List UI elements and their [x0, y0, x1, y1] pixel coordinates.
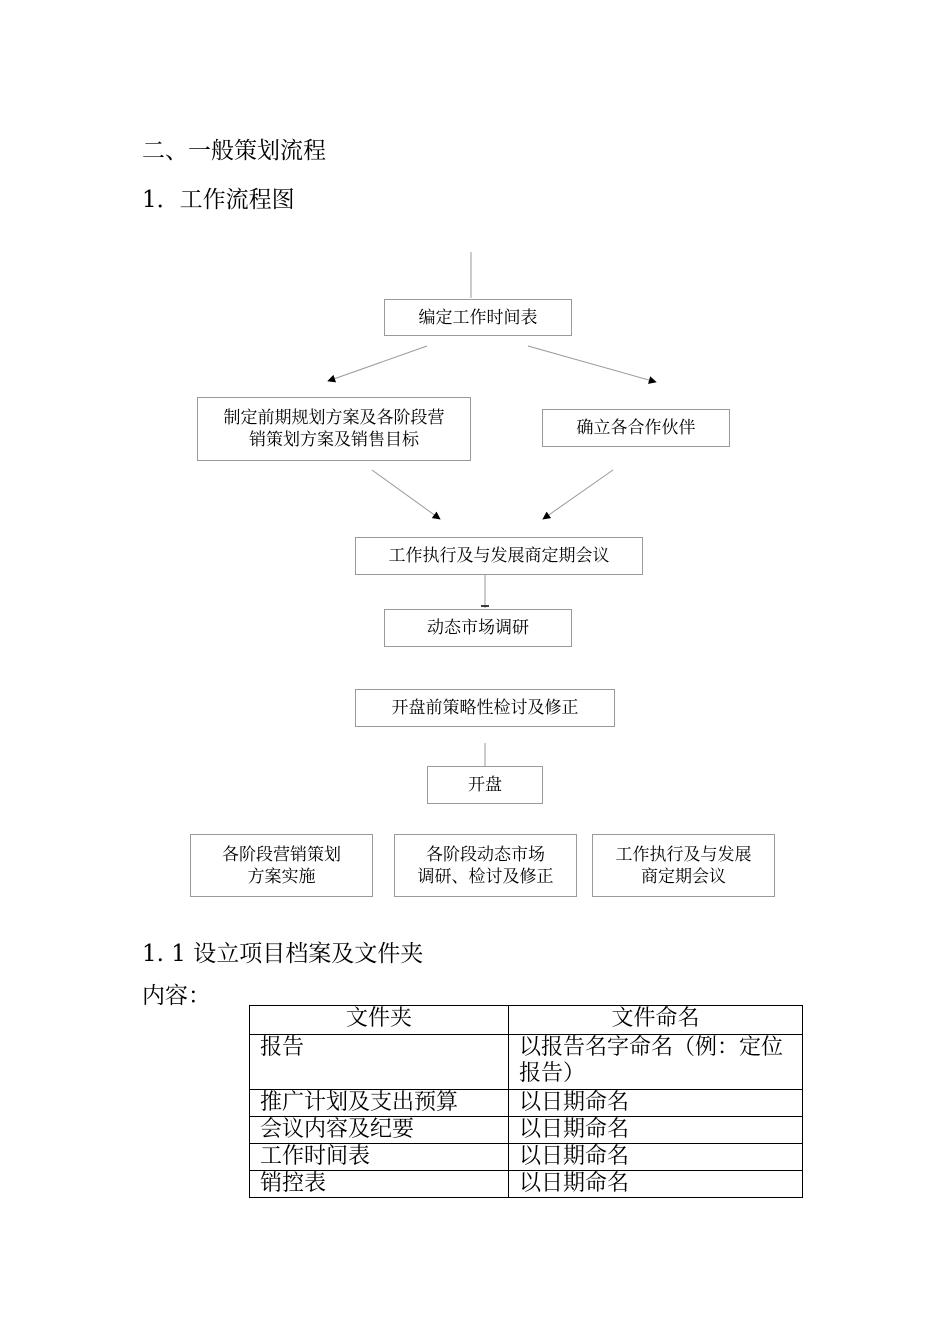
table-cell-folder: 会议内容及纪要 [250, 1117, 509, 1144]
flow-box-phase-meetings [592, 834, 775, 897]
flow-box-research [384, 609, 572, 647]
flow-box-phase2-line2: 调研、检讨及修正 [417, 866, 554, 887]
flow-box-phase3-line1: 工作执行及与发展 [615, 844, 752, 865]
section-title: 二、一般策划流程 [142, 138, 326, 164]
flow-box-research-label: 动态市场调研 [427, 618, 529, 638]
arrow-partners-to-execution [543, 470, 613, 519]
flow-box-plan-line1: 制定前期规划方案及各阶段营 [223, 408, 445, 428]
table-cell-folder: 推广计划及支出预算 [250, 1090, 509, 1117]
table-row [250, 1117, 803, 1144]
table-row [250, 1144, 803, 1171]
files-table [249, 1005, 803, 1198]
flow-box-execution [355, 537, 643, 575]
flow-box-review [355, 689, 615, 727]
flow-box-execution-label: 工作执行及与发展商定期会议 [388, 546, 610, 566]
flow-box-opening [427, 766, 543, 804]
flow-box-opening-label: 开盘 [468, 775, 502, 795]
arrow-to-partners [528, 346, 656, 382]
flow-box-phase-research [394, 834, 577, 897]
flow-box-phase1-line1: 各阶段营销策划 [222, 844, 341, 865]
flow-box-plan [197, 397, 471, 461]
table-cell-naming: 以日期命名 [509, 1144, 803, 1171]
flow-box-review-label: 开盘前策略性检讨及修正 [391, 698, 579, 718]
files-section-title: 1. 1 设立项目档案及文件夹 [142, 941, 424, 967]
content-label: 内容： [142, 983, 211, 1009]
table-cell-folder: 报告 [250, 1035, 509, 1090]
subsection-title: 1．工作流程图 [142, 187, 295, 213]
flow-box-partners-label: 确立各合作伙伴 [576, 418, 696, 438]
header-folder: 文件夹 [250, 1006, 509, 1035]
table-cell-naming: 以日期命名 [509, 1171, 803, 1198]
table-row [250, 1035, 803, 1090]
table-cell-folder: 销控表 [250, 1171, 509, 1198]
table-cell-folder: 工作时间表 [250, 1144, 509, 1171]
header-file-naming: 文件命名 [509, 1006, 803, 1035]
flow-box-partners [542, 409, 730, 447]
flow-box-schedule-label: 编定工作时间表 [418, 307, 538, 328]
flow-box-plan-line2: 销策划方案及销售目标 [249, 430, 419, 450]
table-header-row [250, 1006, 803, 1035]
table-row [250, 1171, 803, 1198]
table-cell-naming: 以报告名字命名（例：定位报告） [509, 1035, 803, 1090]
flow-box-phase-implementation [190, 834, 373, 897]
flow-box-schedule [384, 299, 572, 336]
arrow-plan-to-execution [372, 470, 440, 519]
table-cell-naming: 以日期命名 [509, 1090, 803, 1117]
arrow-to-plan [328, 346, 427, 381]
flow-box-phase1-line2: 方案实施 [247, 866, 316, 887]
table-cell-naming: 以日期命名 [509, 1117, 803, 1144]
flow-box-phase3-line2: 商定期会议 [641, 866, 726, 887]
table-row [250, 1090, 803, 1117]
flow-box-phase2-line1: 各阶段动态市场 [426, 844, 545, 865]
